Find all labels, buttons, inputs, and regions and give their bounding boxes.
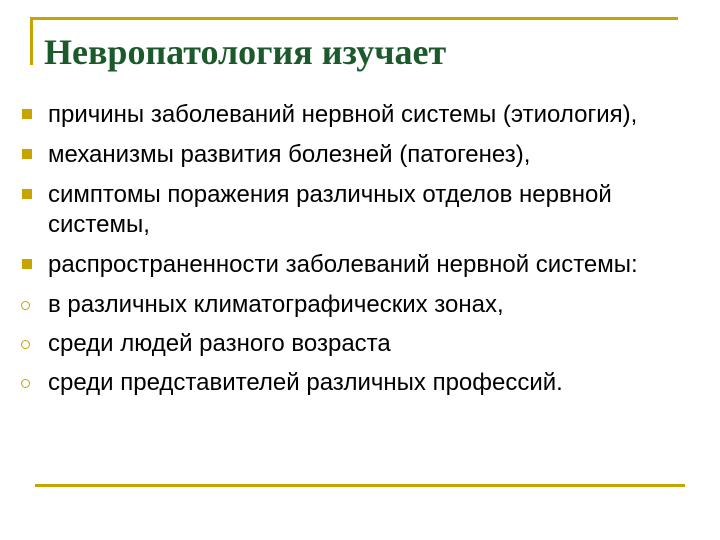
bottom-divider <box>35 484 685 487</box>
square-bullet-icon <box>22 109 32 119</box>
circle-bullet-icon <box>21 379 30 388</box>
circle-bullet-icon <box>21 301 30 310</box>
sub-list-item <box>18 368 698 398</box>
list-item <box>18 140 698 170</box>
sub-list-item-text: в различных климатографических зонах, <box>48 291 504 318</box>
list-item-text: симптомы поражения различных отделов нервной системы, <box>48 181 612 238</box>
square-bullet-icon <box>22 259 32 269</box>
list-item-text: причины заболеваний нервной системы (этиология), <box>48 101 638 128</box>
sub-list-item <box>18 329 698 359</box>
bullet-list <box>18 100 698 407</box>
list-item <box>18 180 698 240</box>
list-item <box>18 100 698 130</box>
sub-list-item-text: среди людей разного возраста <box>48 330 391 357</box>
square-bullet-icon <box>22 149 32 159</box>
square-bullet-icon <box>22 189 32 199</box>
circle-bullet-icon <box>21 340 30 349</box>
sub-list-item <box>18 290 698 320</box>
list-item-text: механизмы развития болезней (патогенез), <box>48 141 531 168</box>
top-divider <box>30 17 678 20</box>
list-item-text: распространенности заболеваний нервной системы: <box>48 251 638 278</box>
list-item <box>18 250 698 280</box>
left-accent-divider <box>30 17 33 65</box>
slide-title: Невропатология изучает <box>44 32 447 72</box>
sub-list-item-text: среди представителей различных профессий. <box>48 369 563 396</box>
